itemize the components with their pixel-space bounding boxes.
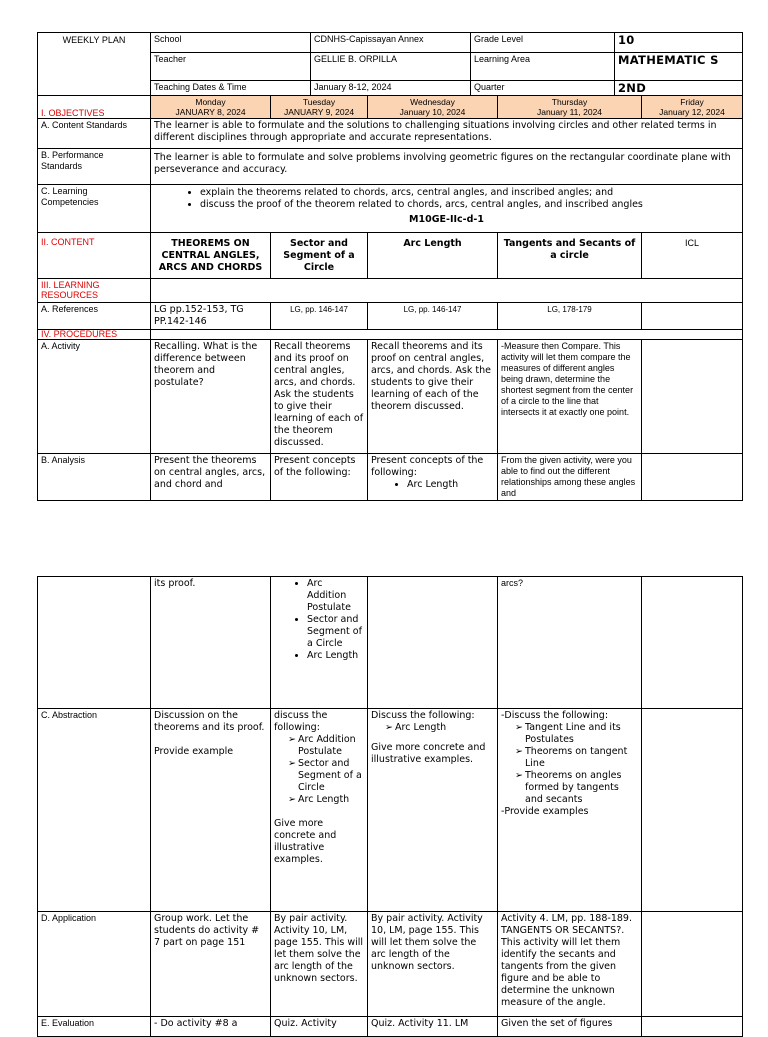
day-tuesday: Tuesday JANUARY 9, 2024	[271, 96, 368, 119]
arrow-bullet-icon: ➢	[288, 734, 296, 745]
competency-item: • explain the theorems related to chords, arcs, central angles, and inscribed angles; and	[200, 187, 739, 199]
abstraction-wednesday: Discuss the following: ➢ Arc Length Give more concrete and illustrative examples.	[368, 709, 498, 912]
abstraction-item: ➢ Theorems on angles formed by tangents and secants	[515, 770, 622, 805]
header-table	[37, 32, 743, 97]
analysis-monday-continued: its proof.	[151, 577, 271, 709]
abstraction-item: ➢ Tangent Line and its Postulates	[515, 722, 621, 745]
performance-standards-text: The learner is able to formulate and solve problems involving geometric figures on the rectangular coordinate plane with perseverance and accuracy.	[151, 149, 743, 185]
abstraction-item: ➢ Arc Length	[385, 722, 447, 733]
evaluation-friday	[642, 1017, 743, 1037]
day-friday: Friday January 12, 2024	[642, 96, 743, 119]
evaluation-wednesday: Quiz. Activity 11. LM	[368, 1017, 498, 1037]
arrow-bullet-icon: ➢	[515, 770, 523, 781]
references-wednesday: LG, pp. 146-147	[368, 303, 498, 330]
content-monday: THEOREMS ON CENTRAL ANGLES, ARCS AND CHORDS	[151, 233, 271, 279]
analysis-continued-label	[38, 577, 151, 709]
application-tuesday: By pair activity. Activity 10, LM, page 155. This will let them solve the arc length of the unknown sectors.	[271, 912, 368, 1017]
analysis-label: B. Analysis	[38, 454, 151, 501]
references-monday: LG pp.152-153, TG PP.142-146	[151, 303, 271, 330]
analysis-thursday: From the given activity, were you able to find out the different relationships among these angles and	[498, 454, 642, 501]
analysis-tuesday-continued	[271, 577, 368, 709]
abstraction-item: ➢ Theorems on tangent Line	[515, 746, 628, 769]
learning-resources-blank	[151, 279, 743, 303]
performance-standards-label: B. Performance Standards	[38, 149, 151, 185]
references-friday	[642, 303, 743, 330]
activity-thursday: -Measure then Compare. This activity will let them compare the measures of different angles being drawn, determine the shortest segment from the center of a circle to the line that intersects it at exactly one point.	[498, 340, 642, 454]
arrow-bullet-icon: ➢	[288, 794, 296, 805]
content-heading: II. CONTENT	[38, 233, 151, 279]
day-thursday: Thursday January 11, 2024	[498, 96, 642, 119]
application-monday: Group work. Let the students do activity # 7 part on page 151	[151, 912, 271, 1017]
abstraction-tuesday: discuss the following: ➢ Arc Addition Postulate ➢ Sector and Segment of a Circle ➢ Arc Length Give more concrete and illustrative examples.	[271, 709, 368, 912]
teaching-dates-value: January 8-12, 2024	[311, 81, 471, 97]
references-label: A. References	[38, 303, 151, 330]
activity-label: A. Activity	[38, 340, 151, 454]
analysis-wednesday: Present concepts of the following: • Arc Length	[368, 454, 498, 501]
weekly-plan-table-page-2	[37, 576, 743, 1037]
application-friday	[642, 912, 743, 1017]
content-thursday: Tangents and Secants of a circle	[498, 233, 642, 279]
teacher-label: Teacher	[151, 53, 311, 81]
evaluation-label: E. Evaluation	[38, 1017, 151, 1037]
analysis-bullet: • Arc Addition Postulate	[307, 578, 364, 614]
abstraction-friday	[642, 709, 743, 912]
plan-body-table	[37, 95, 743, 501]
application-wednesday: By pair activity. Activity 10, LM, page 155. This will let them solve the arc length of the unknown sectors.	[368, 912, 498, 1017]
abstraction-item: ➢ Sector and Segment of a Circle	[288, 758, 362, 793]
application-thursday: Activity 4. LM, pp. 188-189. TANGENTS OR SECANTS?. This activity will let them identify the secants and tangents from the given figure and be able to determine the unknown measure of the angle.	[498, 912, 642, 1017]
evaluation-monday: - Do activity #8 a	[151, 1017, 271, 1037]
activity-monday: Recalling. What is the difference between theorem and postulate?	[151, 340, 271, 454]
abstraction-item: ➢ Arc Addition Postulate	[288, 734, 356, 757]
school-value: CDNHS-Capissayan Annex	[311, 33, 471, 53]
arrow-bullet-icon: ➢	[515, 722, 523, 733]
abstraction-label: C. Abstraction	[38, 709, 151, 912]
activity-friday	[642, 340, 743, 454]
content-standards-label: A. Content Standards	[38, 119, 151, 149]
day-wednesday: Wednesday January 10, 2024	[368, 96, 498, 119]
references-tuesday: LG, pp. 146-147	[271, 303, 368, 330]
abstraction-monday: Discussion on the theorems and its proof. Provide example	[151, 709, 271, 912]
learning-competencies-text	[151, 185, 743, 233]
teaching-dates-label: Teaching Dates & Time	[151, 81, 311, 97]
procedures-blank	[151, 330, 743, 340]
competency-item: • discuss the proof of the theorem related to chords, arcs, central angles, and inscribed angles	[200, 199, 739, 211]
arrow-bullet-icon: ➢	[515, 746, 523, 757]
quarter-label: Quarter	[471, 81, 615, 97]
analysis-friday-continued	[642, 577, 743, 709]
grade-level-label: Grade Level	[471, 33, 615, 53]
learning-area-label: Learning Area	[471, 53, 615, 81]
activity-wednesday: Recall theorems and its proof on central angles, arcs, and chords. Ask the students to give their learning of each of the theorem discussed.	[368, 340, 498, 454]
analysis-tuesday: Present concepts of the following:	[271, 454, 368, 501]
teacher-value: GELLIE B. ORPILLA	[311, 53, 471, 81]
analysis-bullet: • Sector and Segment of a Circle	[307, 614, 364, 650]
content-tuesday: Sector and Segment of a Circle	[271, 233, 368, 279]
content-wednesday: Arc Length	[368, 233, 498, 279]
analysis-thursday-continued: arcs?	[498, 577, 642, 709]
learning-area-value: MATHEMATIC S	[615, 53, 743, 81]
analysis-friday	[642, 454, 743, 501]
analysis-monday: Present the theorems on central angles, arcs, and chord and	[151, 454, 271, 501]
abstraction-thursday: -Discuss the following: ➢ Tangent Line and its Postulates ➢ Theorems on tangent Line ➢ Theorems on angles formed by tangents and secants -Provide examples	[498, 709, 642, 912]
objectives-heading: I. OBJECTIVES	[38, 96, 151, 119]
weekly-plan-label: WEEKLY PLAN	[38, 33, 151, 97]
activity-tuesday: Recall theorems and its proof on central angles, arcs, and chords. Ask the students to give their learning of each of the theorem discussed.	[271, 340, 368, 454]
quarter-value: 2ND	[615, 81, 743, 97]
content-friday: ICL	[642, 233, 743, 279]
grade-level-value: 10	[615, 33, 743, 53]
analysis-bullet: • Arc Length	[307, 650, 364, 662]
abstraction-item: ➢ Arc Length	[288, 794, 350, 805]
procedures-heading: IV. PROCEDURES	[38, 330, 151, 340]
evaluation-thursday: Given the set of figures	[498, 1017, 642, 1037]
learning-resources-heading: III. LEARNING RESOURCES	[38, 279, 151, 303]
learning-competencies-label: C. Learning Competencies	[38, 185, 151, 233]
arrow-bullet-icon: ➢	[385, 722, 393, 733]
evaluation-tuesday: Quiz. Activity	[271, 1017, 368, 1037]
application-label: D. Application	[38, 912, 151, 1017]
day-monday: Monday JANUARY 8, 2024	[151, 96, 271, 119]
analysis-wednesday-continued	[368, 577, 498, 709]
competency-code: M10GE-IIc-d-1	[409, 214, 484, 225]
arrow-bullet-icon: ➢	[288, 758, 296, 769]
content-standards-text: The learner is able to formulate and the solutions to challenging situations involving circles and other related terms in different disciplines through appropriate and accurate representations.	[151, 119, 743, 149]
references-thursday: LG, 178-179	[498, 303, 642, 330]
analysis-bullet: • Arc Length	[407, 479, 494, 491]
school-label: School	[151, 33, 311, 53]
